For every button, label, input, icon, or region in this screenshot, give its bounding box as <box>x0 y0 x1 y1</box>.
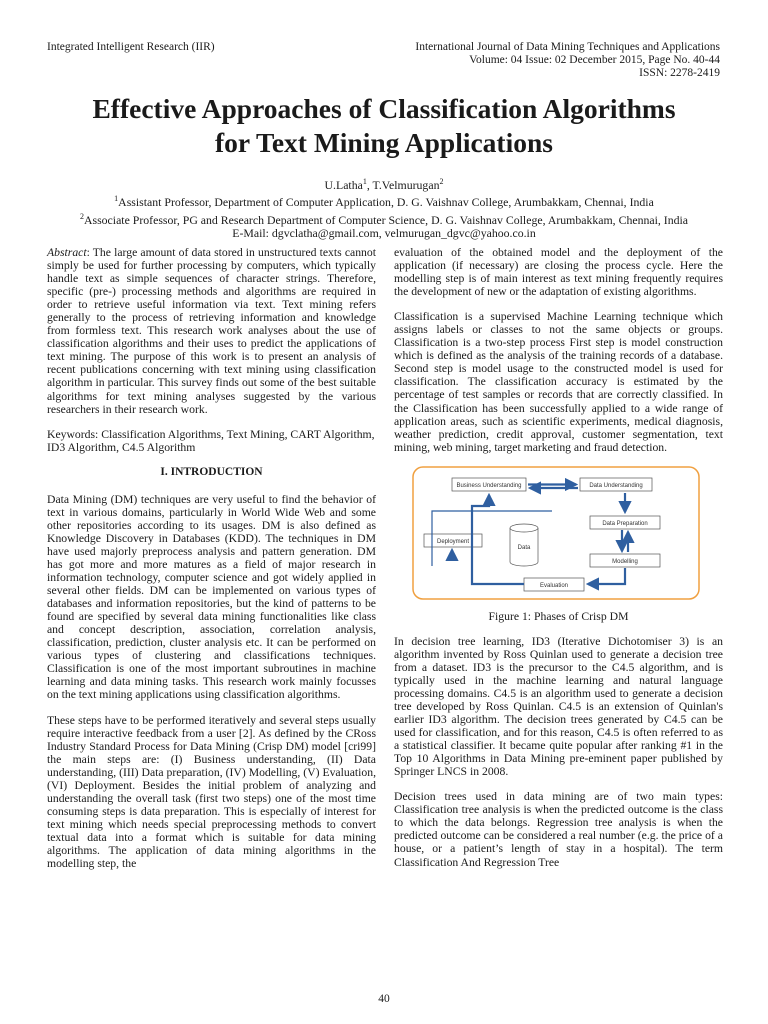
affiliation-1-sup: 1 <box>114 194 119 204</box>
author-block <box>0 175 768 241</box>
right-column <box>394 246 723 881</box>
abstract <box>47 246 376 416</box>
page-number: 40 <box>378 993 390 1005</box>
label-modelling: Modelling <box>612 558 638 565</box>
label-data: Data <box>517 544 531 551</box>
author-1: U.Latha <box>324 177 363 192</box>
affiliation-2 <box>0 210 768 227</box>
intro-paragraph-2: These steps have to be performed iteratively and several steps usually require interactive feedback from a user [2]. As defined by the CRoss Industry Standard Process for Data Mining (Crisp DM) model [cri99] the main steps are: (I) Business understanding, (II) Data understanding, (III) Data preparation, (IV) Modelling, (V) Evaluation, (VI) Deployment. Besides the initial problem of analyzing and understanding the overall task (first two steps) one of the most time consuming steps is data preparation. This is especially of interest for text mining which needs special preprocessing methods to convert textual data into a format which is suitable for data mining algorithms. The application of data mining algorithms in the modelling step, the <box>47 713 376 871</box>
author-2: T.Velmurugan <box>372 177 440 192</box>
paragraph-decision-trees: Decision trees used in data mining are of two main types: Classification tree analysis is when the predicted outcome is the class to which the data belongs. Regression tree analysis is when the predicted outcome can be considered a real number (e.g. the price of a house, or a patient’s length of stay in a hospital). The term Classification And Regression Tree <box>394 790 723 869</box>
author-emails: E-Mail: dgvclatha@gmail.com, velmurugan_dgvc@yahoo.co.in <box>232 226 536 241</box>
left-column <box>47 246 376 882</box>
author-separator: , <box>366 177 373 192</box>
affiliation-1-text: Assistant Professor, Department of Computer Application, D. G. Vaishnav College, Arumbakkam, Chennai, India <box>118 195 654 210</box>
author-1-sup: 1 <box>362 177 367 186</box>
journal-publisher: Integrated Intelligent Research (IIR) <box>47 41 215 53</box>
label-business-understanding: Business Understanding <box>456 482 522 489</box>
keywords: Keywords: Classification Algorithms, Text Mining, CART Algorithm, ID3 Algorithm, C4.5 Algorithm <box>47 427 375 454</box>
label-deployment: Deployment <box>436 538 470 545</box>
title-line-2: for Text Mining Applications <box>215 127 553 158</box>
affiliation-2-text: Associate Professor, PG and Research Department of Computer Science, D. G. Vaishnav College, Arumbakkam, Chennai, India <box>83 212 689 227</box>
title-line-1: Effective Approaches of Classification Algorithms <box>92 93 676 124</box>
intro-paragraph-1: Data Mining (DM) techniques are very useful to find the behavior of text in various domains, particularly in World Wide Web and some other repositories according to its usages. DM is also defined as Knowledge Discovery in Databases (KDD). The techniques in DM have used majorly preprocess analysis and pattern generation. DM has got more and more matures as a field of major research in information technology, computer science and got widely applied in several other fields. DM can be implemented on various types of databases and information repositories, but the kind of patterns to be found are specified by several data mining functionalities like class and concept description, association, correlation analysis, classification, prediction, cluster analysis etc. It can be performed on various types of clustering and classifications techniques. Classification is one of the most important subroutines in machine learning and data mining tasks. This research work mainly focusses on the text mining applications using classification algorithms. <box>47 492 376 702</box>
paragraph-evaluation: evaluation of the obtained model and the deployment of the application (if necessary) are closing the process cycle. Here the modelling step is of main interest as text mining frequently requires the development of new or the adaptation of existing algorithms. <box>394 246 723 299</box>
journal-info <box>415 41 720 80</box>
section-heading-introduction: I. INTRODUCTION <box>160 465 263 478</box>
author-2-sup: 2 <box>439 177 444 186</box>
paragraph-id3: In decision tree learning, ID3 (Iterative Dichotomiser 3) is an algorithm invented by Ross Quinlan used to generate a decision tree from a dataset. ID3 is the precursor to the C4.5 algorithm, and is typically used in the machine learning and natural language processing domains. C4.5 is an algorithm used to generate a decision tree developed by Ross Quinlan. C4.5 is an extension of Quinlan's earlier ID3 algorithm. The decision trees generated by C4.5 can be used for classification, and for this reason, C4.5 is often referred to as a statistical classifier. It became quite popular after ranking #1 in the Top 10 Algorithms in Data Mining pre-eminent paper published by Springer LNCS in 2008. <box>394 634 723 779</box>
label-data-understanding: Data Understanding <box>589 482 643 489</box>
affiliation-1 <box>0 192 768 209</box>
journal-volume: Volume: 04 Issue: 02 December 2015, Page No. 40-44 <box>469 54 720 66</box>
crisp-dm-figure <box>412 466 700 600</box>
journal-name: International Journal of Data Mining Techniques and Applications <box>415 41 720 53</box>
figure-caption: Figure 1: Phases of Crisp DM <box>488 609 629 623</box>
affiliation-2-sup: 2 <box>79 211 84 221</box>
journal-issn: ISSN: 2278-2419 <box>639 67 720 79</box>
paragraph-classification: Classification is a supervised Machine Learning technique which assigns labels or classes to not the same objects or groups. Classification is a two-step process First step is model construction which is defined as the analysis of the training records of a database. Second step is model usage to the constructed model is used for classification. The classification accuracy is estimated by the percentage of test samples or records that are correctly classified. In the Classification has been successfully applied to a wide range of application areas, such as scientific experiments, medical diagnosis, weather prediction, credit approval, customer segmentation, text mining, web mining, target marketing and fraud detection. <box>394 310 723 454</box>
abstract-text: : The large amount of data stored in unstructured texts cannot simply be used for further processing by computers, which typically handle text as simple sequences of character strings. Therefore, specific (pre-) processing methods and algorithms are required in order to retrieve useful information via text. Text mining refers generally to the process of retrieving information and knowledge from formless text. This research work analyses about the use of classification algorithms and their uses to predict the applications of text mining. The purpose of this work is to present an analysis of recent publications concerning with text mining using classification algorithm in particular. This survey finds out some of the best suitable algorithms for text mining analyses suggested by the various researchers in their research work. <box>47 246 376 416</box>
crisp-dm-diagram <box>412 466 700 600</box>
paper-title <box>0 92 768 160</box>
label-data-preparation: Data Preparation <box>602 520 648 527</box>
author-names <box>0 175 768 192</box>
label-evaluation: Evaluation <box>539 582 569 589</box>
abstract-label: Abstract <box>47 246 87 259</box>
